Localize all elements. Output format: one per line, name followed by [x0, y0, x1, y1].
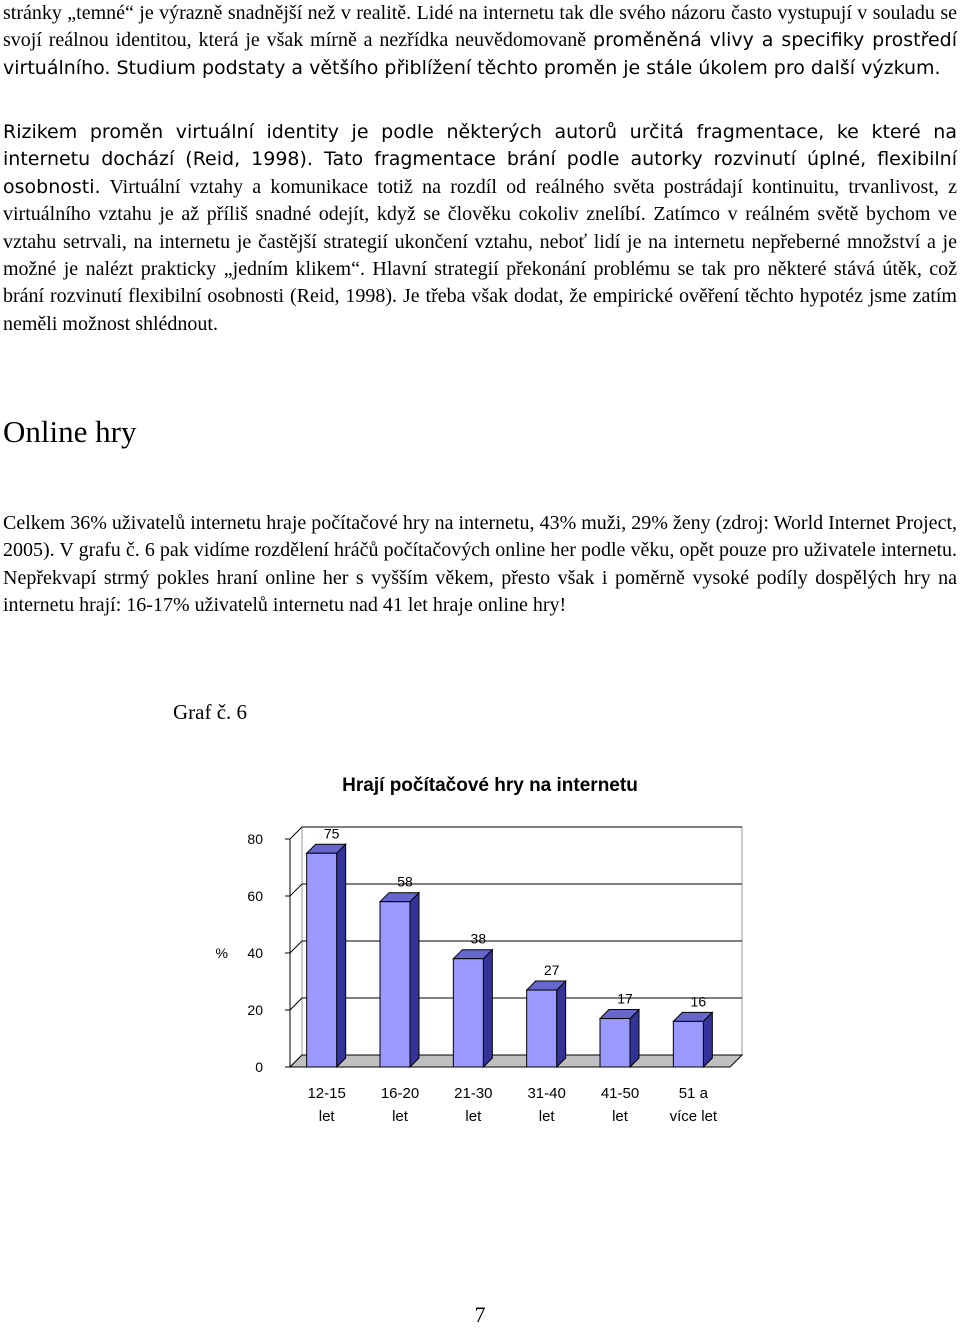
x-tick-label: let	[465, 1108, 482, 1125]
y-axis-label: %	[215, 945, 228, 961]
bar	[600, 1019, 630, 1067]
paragraph-3	[3, 510, 957, 620]
paragraph-1-serif-text: stránky „temné“ je výrazně snadnější než v realitě. Lidé na internetu tak dle svého názoru často vystupují v souladu se svojí reálnou identitou, která je však mírně a nezřídka neuvědomovaně	[3, 2, 957, 52]
x-tick-label: let	[612, 1108, 628, 1125]
chart-title: Hrají počítačové hry na internetu	[342, 775, 638, 796]
bar	[527, 990, 557, 1067]
paragraph-2	[3, 119, 957, 338]
paragraph-1	[3, 0, 957, 82]
x-tick-label: let	[318, 1108, 335, 1125]
bar-chart-svg	[180, 760, 800, 1140]
bar-side	[630, 1010, 639, 1067]
bar-side	[557, 981, 566, 1067]
bar	[673, 1021, 703, 1067]
x-tick-label: 31-40	[527, 1085, 566, 1102]
bar	[453, 959, 483, 1067]
x-tick-label: 21-30	[454, 1085, 493, 1102]
bar-side	[410, 893, 419, 1067]
y-tick-label: 40	[247, 945, 263, 961]
bar-chart	[180, 760, 800, 1140]
paragraph-2-serif-text: Virtuální vztahy a komunikace totiž na rozdíl od reálného světa postrádají kontinuitu, trvanlivost, z virtuálního vztahu je až příliš snadné odejít, když se člověku cokoliv znelíbí. Zatímco v reálném světě bychom ve vztahu setrvali, na internetu je častější strategií ukončení vztahu, neboť lidí je na internetu nepřeberné množství a je možné je nalézt prakticky „jedním klikem“. Hlavní strategií překonání problému se tak pro některé stává útěk, což brání rozvinutí flexibilní osobnosti (Reid, 1998). Je třeba však dodat, že empirické ověření těchto hypotéz jsme zatím neměli možnost shlédnout.	[3, 175, 957, 335]
y-tick-label: 80	[247, 831, 263, 847]
gridline	[290, 998, 742, 1010]
y-tick-label: 60	[247, 888, 263, 904]
y-tick-label: 20	[247, 1002, 263, 1018]
data-label: 27	[543, 962, 560, 979]
x-tick-label: 41-50	[600, 1085, 640, 1102]
paragraph-1-sans-text: proměněná vlivy a specifiky prostředí virtuálního. Studium podstaty a většího přiblížení těchto proměn je stále úkolem pro další výzkum.	[3, 29, 957, 79]
x-tick-label: 51 a	[678, 1085, 708, 1102]
x-tick-label: let	[392, 1108, 408, 1125]
data-label: 17	[617, 990, 633, 1007]
gridline	[290, 884, 742, 896]
graph-label: Graf č. 6	[173, 700, 248, 724]
bar	[380, 902, 410, 1067]
gridline	[290, 941, 742, 953]
x-tick-label: 16-20	[380, 1085, 420, 1102]
page-number: 7	[474, 1302, 486, 1327]
x-tick-label: více let	[669, 1108, 718, 1125]
data-label: 58	[397, 873, 413, 890]
data-label: 16	[690, 993, 707, 1010]
y-tick-label: 0	[255, 1059, 263, 1075]
paragraph-3-text: Celkem 36% uživatelů internetu hraje počítačové hry na internetu, 43% muži, 29% ženy (zdroj: World Internet Project, 2005). V grafu č. 6 pak vidíme rozdělení hráčů počítačových online her podle věku, opět pouze pro uživatele internetu. Nepřekvapí strmý pokles hraní online her s vyšším věkem, přesto však i poměrně vysoké podíly dospělých hry na internetu hrají: 16-17% uživatelů internetu nad 41 let hraje online hry!	[3, 512, 957, 617]
gridline	[290, 825, 742, 842]
data-label: 38	[470, 930, 487, 947]
x-tick-label: 12-15	[307, 1085, 346, 1102]
data-label: 75	[323, 825, 340, 842]
section-heading: Online hry	[3, 414, 137, 449]
bar-side	[337, 844, 346, 1067]
bar-side	[483, 950, 492, 1067]
bar	[307, 853, 337, 1067]
x-tick-label: let	[538, 1108, 555, 1125]
paragraph-2-sans-text: Rizikem proměn virtuální identity je podle některých autorů určitá fragmentace, ke které na internetu dochází (Reid, 1998). Tato fragmentace brání podle autorky rozvinutí úplné, flexibilní osobnosti.	[3, 121, 957, 198]
